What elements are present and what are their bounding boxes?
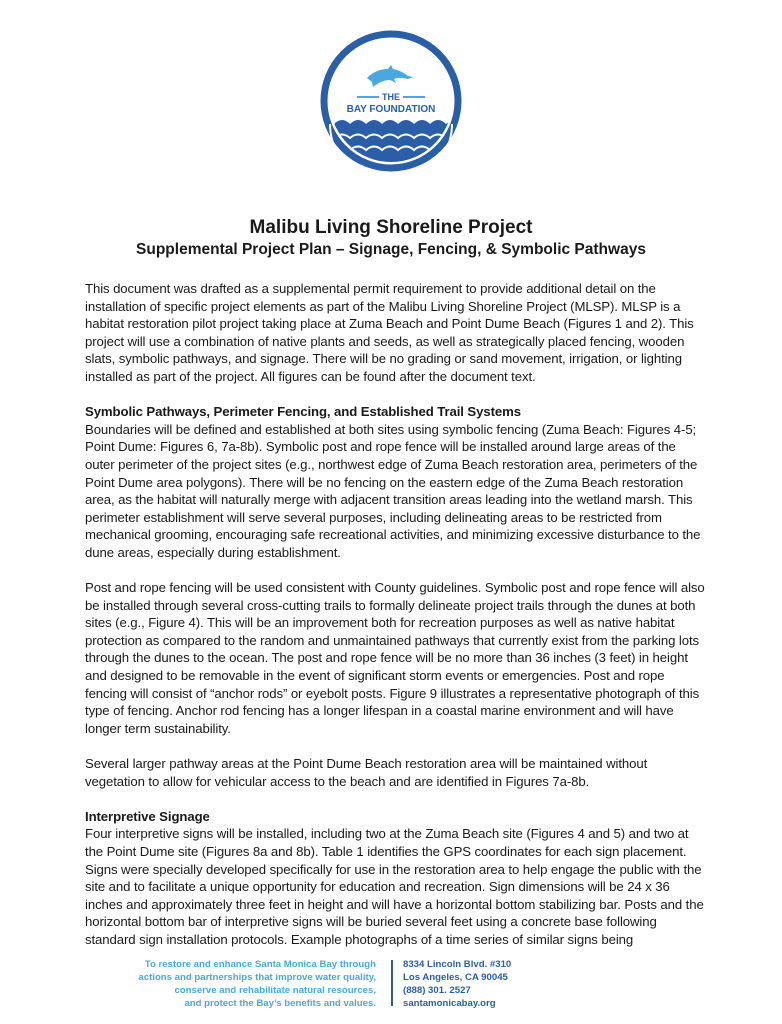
- footer-divider: [391, 960, 393, 1006]
- section-heading-pathways: Symbolic Pathways, Perimeter Fencing, and Established Trail Systems: [85, 404, 521, 420]
- website-link[interactable]: santamonicabay.org: [403, 998, 496, 1009]
- mission-line: To restore and enhance Santa Monica Bay through: [144, 959, 376, 970]
- address-line-1: 8334 Lincoln Blvd. #310: [403, 959, 512, 970]
- svg-text:THE: THE: [382, 92, 400, 102]
- intro-paragraph: This document was drafted as a supplemental permit requirement to provide additional detail on the installation of specific project elements as part of the Malibu Living Shoreline Project (MLSP). MLSP is a habitat restoration pilot project taking place at Zuma Beach and Point Dume Beach (Figures 1 and 2). This project will use a combination of native plants and seeds, as well as strategically placed fencing, wooden slats, symbolic pathways, and signage. There will be no grading or sand movement, irrigation, or lighting installed as part of the project. All figures can be found after the document text.: [85, 281, 694, 384]
- document-subtitle: Supplemental Project Plan – Signage, Fencing, & Symbolic Pathways: [136, 241, 646, 258]
- mission-line: and protect the Bay’s benefits and values.: [184, 998, 376, 1009]
- section-heading-signage: Interpretive Signage: [85, 808, 210, 824]
- contact-info: [403, 958, 511, 1010]
- address-line-2: Los Angeles, CA 90045: [403, 972, 508, 983]
- mission-line: conserve and rehabilitate natural resources,: [174, 985, 376, 996]
- bay-foundation-logo: [318, 28, 464, 174]
- document-header: [0, 216, 782, 260]
- pathways-paragraph-1: Boundaries will be defined and established at both sites using symbolic fencing (Zuma Beach: Figures 4-5; Point Dume: Figures 6, 7a-8b). Symbolic post and rope fence will be installed around large areas of the outer perimeter of the project sites (e.g., northwest edge of Zuma Beach restoration area, perimeters of the Point Dume area polygons). There will be no fencing on the eastern edge of the Zuma Beach restoration area, as the habitat will naturally merge with adjacent transition areas leading into the wetland marsh. This perimeter establishment will serve several purposes, including delineating areas to be restricted from mechanical grooming, encouraging safe recreational activities, and minimizing excessive disturbance to the dune areas, especially during establishment.: [85, 421, 701, 560]
- pathways-paragraph-2: Post and rope fencing will be used consistent with County guidelines. Symbolic post and rope fence will also be installed through several cross-cutting trails to formally delineate project trails through the dunes at both sites (e.g., Figure 4). This will be an improvement both for recreation purposes as well as native habitat protection as compared to the random and unmaintained pathways that currently exist from the parking lots through the dunes to the ocean. The post and rope fence will be no more than 36 inches (3 feet) in height and designed to be removable in the event of significant storm events or emergencies. Post and rope fencing will consist of “anchor rods” or eyebolt posts. Figure 9 illustrates a representative photograph of this type of fencing. Anchor rod fencing has a longer lifespan in a coastal marine environment and will have longer term sustainability.: [85, 580, 705, 736]
- phone-number: (888) 301. 2527: [403, 985, 471, 996]
- pathways-paragraph-3: Several larger pathway areas at the Point Dume Beach restoration area will be maintained without vegetation to allow for vehicular access to the beach and are identified in Figures 7a-8b.: [85, 756, 648, 789]
- mission-statement: [138, 958, 376, 1010]
- mission-line: actions and partnerships that improve water quality,: [138, 972, 376, 983]
- svg-text:BAY FOUNDATION: BAY FOUNDATION: [346, 104, 436, 115]
- document-title: Malibu Living Shoreline Project: [249, 217, 533, 238]
- logo-emblem-icon: [318, 28, 464, 174]
- signage-paragraph-1: Four interpretive signs will be installed, including two at the Zuma Beach site (Figures 4 and 5) and two at the Point Dume site (Figures 8a and 8b). Table 1 identifies the GPS coordinates for each sign placement. Signs were specially developed specifically for use in the restoration area to help engage the public with the site and to facilitate a unique opportunity for education and recreation. Sign dimensions will be 24 x 36 inches and approximately three feet in height and will have a horizontal bottom stabilizing bar. Posts and the horizontal bottom bar of interpretive signs will be buried several feet using a concrete base following standard sign installation protocols. Example photographs of a time series of similar signs being: [85, 826, 704, 947]
- page-footer: [0, 958, 782, 1010]
- document-body: [85, 280, 705, 966]
